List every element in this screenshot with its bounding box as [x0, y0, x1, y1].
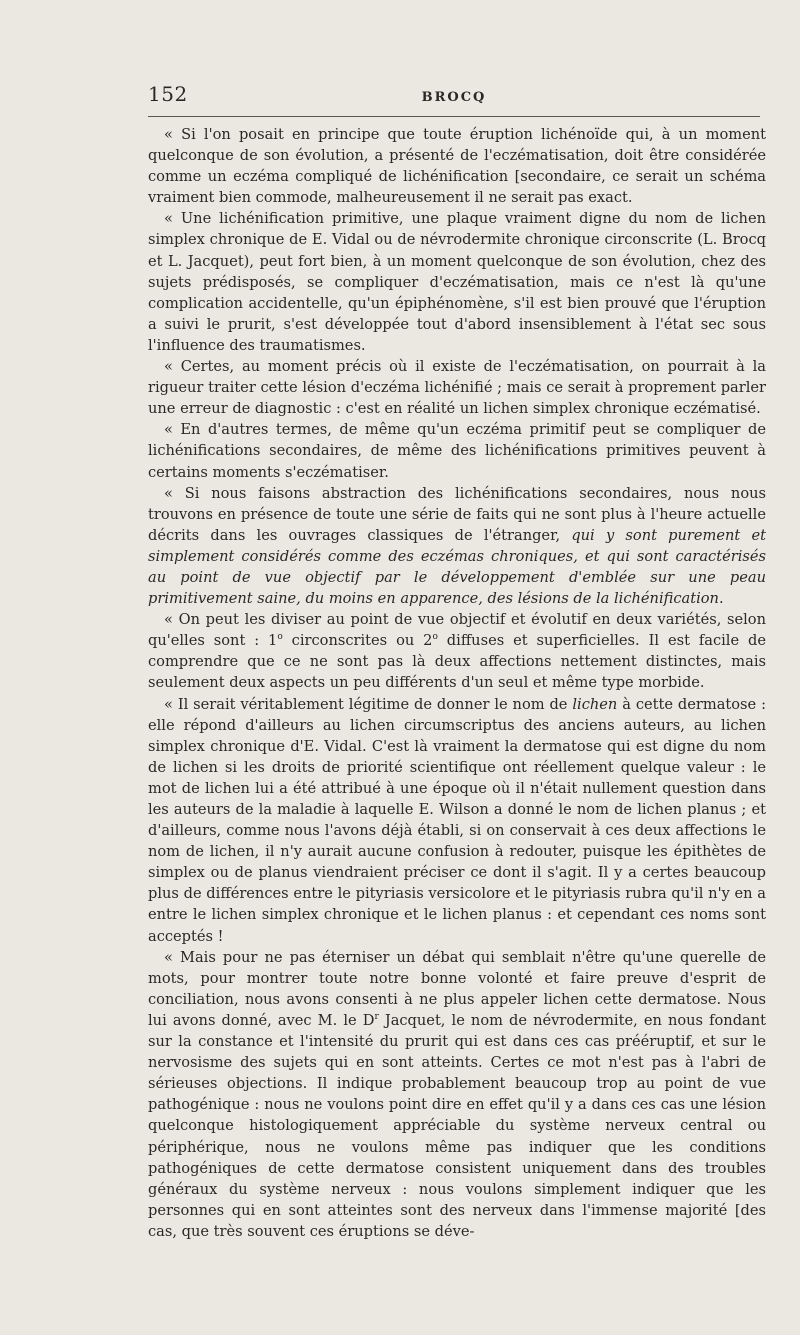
paragraph-8-text: « Mais pour ne pas éterniser un débat qui semblait n'être qu'une querelle de mots, pour montrer toute notre bonne volonté et faire preuve d'esprit de conciliation, nous avons consenti à ne plus appeler lichen cette dermatose. Nous lui avons donné, avec M. le D	[148, 948, 766, 1029]
paragraph-6-mid: circonscrites ou 2	[282, 632, 433, 650]
running-head: BROCQ	[421, 90, 487, 105]
paragraph-7-end: à cette dermatose : elle répond d'ailleurs au lichen circumscriptus des anciens auteurs, au lichen simplex chronique d'E. Vidal. C'est là vraiment la dermatose qui est digne du nom de lichen si les droits de priorité scientifique ont réellement quelque valeur : le mot de lichen lui a été attribué à une époque où il n'était nullement question dans les auteurs de la maladie à laquelle E. Wilson a donné le nom de lichen planus ; et d'ailleurs, comme nous l'avons déjà établi, si on conservait à ces deux affections le nom de lichen, il n'y aurait aucune confusion à redouter, puisque les épithètes de simplex ou de planus viendraient préciser ce dont il s'agit. Il y a certes beaucoup plus de différences entre le pityriasis versicolore et le pityriasis rubra qu'il n'y en a entre le lichen simplex chronique et le lichen planus : et cependant ces noms sont acceptés !	[148, 695, 766, 945]
paragraph-5-italic: qui y sont purement et simplement considérés comme des eczémas chroniques, et qui sont caractérisés au point de vue objectif par le développement d'emblée sur une peau primitivement saine, du moins en apparence, des lésions de la lichénification	[148, 526, 767, 608]
page-header	[148, 82, 760, 108]
paragraph-6	[148, 609, 766, 693]
paragraph-4: « En d'autres termes, de même qu'un eczéma primitif peut se compliquer de lichénifications secondaires, de même des lichénifications primitives peuvent à certains moments s'eczématiser.	[148, 421, 766, 481]
title-abbrev-mark: r	[374, 1012, 379, 1023]
paragraph-6-end: diffuses et superficielles. Il est facile de comprendre que ce ne sont pas là deux affections nettement distinctes, mais seulement deux aspects un peu différents d'un seul et même type morbide.	[148, 632, 767, 692]
body-text	[148, 124, 766, 1242]
paragraph-8-end: Jacquet, le nom de névrodermite, en nous fondant sur la constance et l'intensité du prurit qui est dans ces cas prééruptif, et sur le nervosisme des sujets qui en sont atteints. Certes ce mot n'est pas à l'abri de sérieuses objections. Il indique probablement beaucoup trop au point de vue pathogénique : nous ne voulons point dire en effet qu'il y a dans ces cas une lésion quelconque histologiquement appréciable du système nerveux central ou périphérique, nous ne voulons même pas indiquer que les conditions pathogéniques de cette dermatose consistent uniquement dans des troubles généraux du système nerveux : nous voulons simplement indiquer que les personnes qui en sont atteintes sont des nerveux dans l'immense majorité [des cas, que très souvent ces éruptions se déve-	[148, 1011, 767, 1240]
ordinal-mark: o	[432, 632, 438, 643]
paragraph-5	[148, 483, 766, 610]
paragraph-2: « Une lichénification primitive, une plaque vraiment digne du nom de lichen simplex chronique de E. Vidal ou de névrodermite chronique circonscrite (L. Brocq et L. Jacquet), peut fort bien, à un moment quelconque de son évolution, chez des sujets prédisposés, se compliquer d'eczématisation, mais ce n'est là qu'une complication accidentelle, qu'un épiphénomène, s'il est bien prouvé que l'éruption a suivi le prurit, s'est développée tout d'abord insensiblement à l'état sec sous l'influence des traumatismes.	[148, 210, 766, 354]
paragraph-7	[148, 694, 766, 947]
paragraph-7-italic: lichen	[572, 695, 618, 713]
paragraph-1: « Si l'on posait en principe que toute éruption lichénoïde qui, à un moment quelconque de son évolution, a présenté de l'eczématisation, doit être considérée comme un eczéma compliqué de lichénification [secondaire, ce serait un schéma vraiment bien commode, malheureusement il ne serait pas exact.	[148, 126, 766, 207]
paragraph-7-text: « Il serait véritablement légitime de donner le nom de	[164, 695, 573, 713]
paragraph-6-text: « On peut les diviser au point de vue objectif et évolutif en deux variétés, selon qu'elles sont : 1	[148, 611, 766, 650]
paragraph-5-end: .	[718, 590, 724, 608]
header-rule	[148, 116, 760, 117]
paragraph-5-text: « Si nous faisons abstraction des lichénifications secondaires, nous nous trouvons en présence de toute une série de faits qui ne sont plus à l'heure actuelle décrits dans les ouvrages classiques de l'étranger,	[148, 484, 766, 544]
paragraph-3: « Certes, au moment précis où il existe de l'eczématisation, on pourrait à la rigueur traiter cette lésion d'eczéma lichénifié ; mais ce serait à proprement parler une erreur de diagnostic : c'est en réalité un lichen simplex chronique eczématisé.	[148, 358, 766, 418]
ordinal-mark: o	[277, 632, 283, 643]
paragraph-8	[148, 947, 766, 1242]
page-number: 152	[148, 82, 188, 106]
